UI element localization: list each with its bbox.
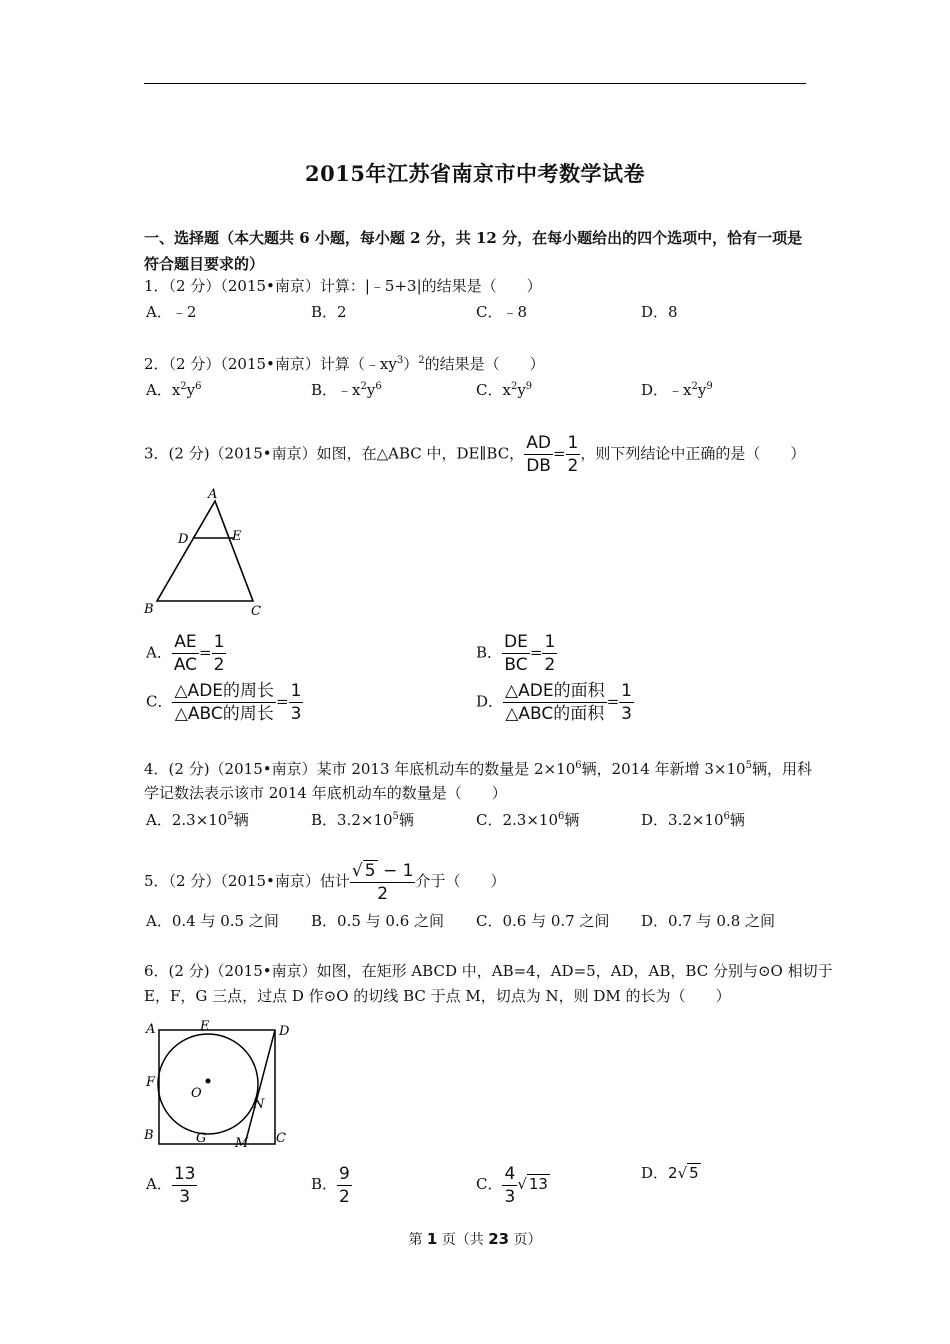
q4-option-a: A．$2.3\times 10^5$辆 [146, 811, 249, 829]
q5-option-d: D．0.7 与 0.8 之间 [641, 912, 776, 930]
q6-option-b: B． $\frac{9}{2}$ [311, 1163, 350, 1207]
label-m: M [235, 1136, 249, 1151]
q6-option-a: A． $\frac{13}{3}$ [146, 1163, 196, 1207]
q6-option-d: D．2√ 5 [641, 1164, 699, 1182]
q2-option-a: A．$x^2y^6$ [146, 381, 202, 399]
q4-option-b: B．$3.2\times 10^5$辆 [311, 811, 414, 829]
question-5-stem: 5．（2 分）（2015•南京）估计 $\frac{√ 5 - 1}{2}$ 介于（ ） [144, 860, 506, 904]
question-6-stem-line2: E，F，G 三点，过点 D 作⊙O 的切线 BC 于点 M，切点为 N，则 DM 的长为（ ） [144, 987, 731, 1005]
label-c: C [251, 604, 261, 619]
q3-option-b: B． $\frac{DE}{BC}$ = $\frac{1}{2}$ [476, 632, 556, 675]
label-c: C [276, 1131, 286, 1146]
sqrt-icon: √ [517, 1175, 527, 1193]
label-o: O [191, 1086, 202, 1101]
question-1-stem: 1．（2 分）（2015•南京）计算：|﹣5+3|的结果是（ ） [144, 277, 542, 295]
tangent-dm [245, 1030, 275, 1144]
q5-expression-fraction: $\frac{√ 5 - 1}{2}$ [351, 860, 414, 904]
question-6-stem-line1: 6．(2 分)（2015•南京）如图，在矩形 ABCD 中，AB=4，AD=5，AD，AB，BC 分别与⊙O 相切于 [144, 962, 833, 980]
q4-option-d: D．$3.2\times 10^6$辆 [641, 811, 745, 829]
q1-option-c: C．﹣8 [476, 303, 528, 321]
label-a: A [208, 487, 218, 502]
q1-option-b: B．2 [311, 303, 347, 321]
q2-option-b: B．$﹣x^2y^6$ [311, 381, 382, 399]
sqrt-icon: √ [677, 1164, 688, 1182]
q2-option-c: C．$x^2y^9$ [476, 381, 533, 399]
q1-option-d: D．8 [641, 303, 678, 321]
label-a: A [146, 1022, 156, 1037]
question-2-stem: 2．（2 分）（2015•南京）计算$(﹣xy^3)^2$的结果是（ ） [144, 355, 545, 373]
question-4-stem-line2: 学记数法表示该市 2014 年底机动车的数量是（ ） [144, 784, 507, 802]
q6-rectangle-circle-figure [140, 1014, 300, 1154]
q3-option-d: D． $\frac{\text{△ADE的面积}}{\text{△ABC的面积}}$ = $\frac{1}{3}$ [476, 681, 632, 724]
label-g: G [196, 1131, 207, 1146]
question-3-stem: 3．(2 分)（2015•南京）如图，在△ABC 中，DE∥BC， $\frac{AD}{DB}$ = $\frac{1}{2}$ ，则下列结论中正确的是（ ） [144, 433, 806, 476]
label-d: D [178, 532, 189, 547]
label-d: D [279, 1024, 290, 1039]
label-b: B [144, 602, 154, 617]
center-point [206, 1079, 211, 1084]
circle-o [158, 1034, 258, 1134]
q5-option-c: C．0.6 与 0.7 之间 [476, 912, 610, 930]
section-heading: 一、选择题（本大题共 6 小题，每小题 2 分，共 12 分，在每小题给出的四个选项中，恰有一项是符合题目要求的） [144, 229, 803, 273]
header-rule [144, 83, 806, 84]
q5-option-a: A．0.4 与 0.5 之间 [146, 912, 279, 930]
q6-option-c: C． $\frac{4}{3}$ √ 13 [476, 1163, 548, 1207]
q3-triangle-figure [140, 484, 270, 619]
label-n: N [253, 1097, 265, 1112]
triangle-abc [157, 501, 253, 601]
q2-option-d: D．$﹣x^2y^9$ [641, 381, 713, 399]
label-f: F [146, 1075, 156, 1090]
q1-option-a: A．﹣2 [146, 303, 197, 321]
sqrt-icon: √ [351, 860, 363, 881]
q3-option-a: A． $\frac{AE}{AC}$ = $\frac{1}{2}$ [146, 632, 225, 675]
page-footer: 第 1 页（共 23 页） [408, 1230, 542, 1248]
label-e: E [200, 1019, 210, 1034]
label-b: B [144, 1128, 154, 1143]
q3-ratio-fraction: $\frac{AD}{DB}$ [526, 433, 551, 476]
q3-option-c: C． $\frac{\text{△ADE的周长}}{\text{△ABC的周长}}$ = $\frac{1}{3}$ [146, 681, 302, 724]
page-title: 2015年江苏省南京市中考数学试卷 [305, 161, 645, 186]
q5-option-b: B．0.5 与 0.6 之间 [311, 912, 445, 930]
q4-option-c: C．$2.3\times 10^6$辆 [476, 811, 580, 829]
question-4-stem-line1: 4．(2 分)（2015•南京）某市 2013 年底机动车的数量是 $2\times 10^6$辆，2014 年新增 $3\times 10^5$辆，用科 [144, 760, 812, 778]
label-e: E [232, 529, 242, 544]
